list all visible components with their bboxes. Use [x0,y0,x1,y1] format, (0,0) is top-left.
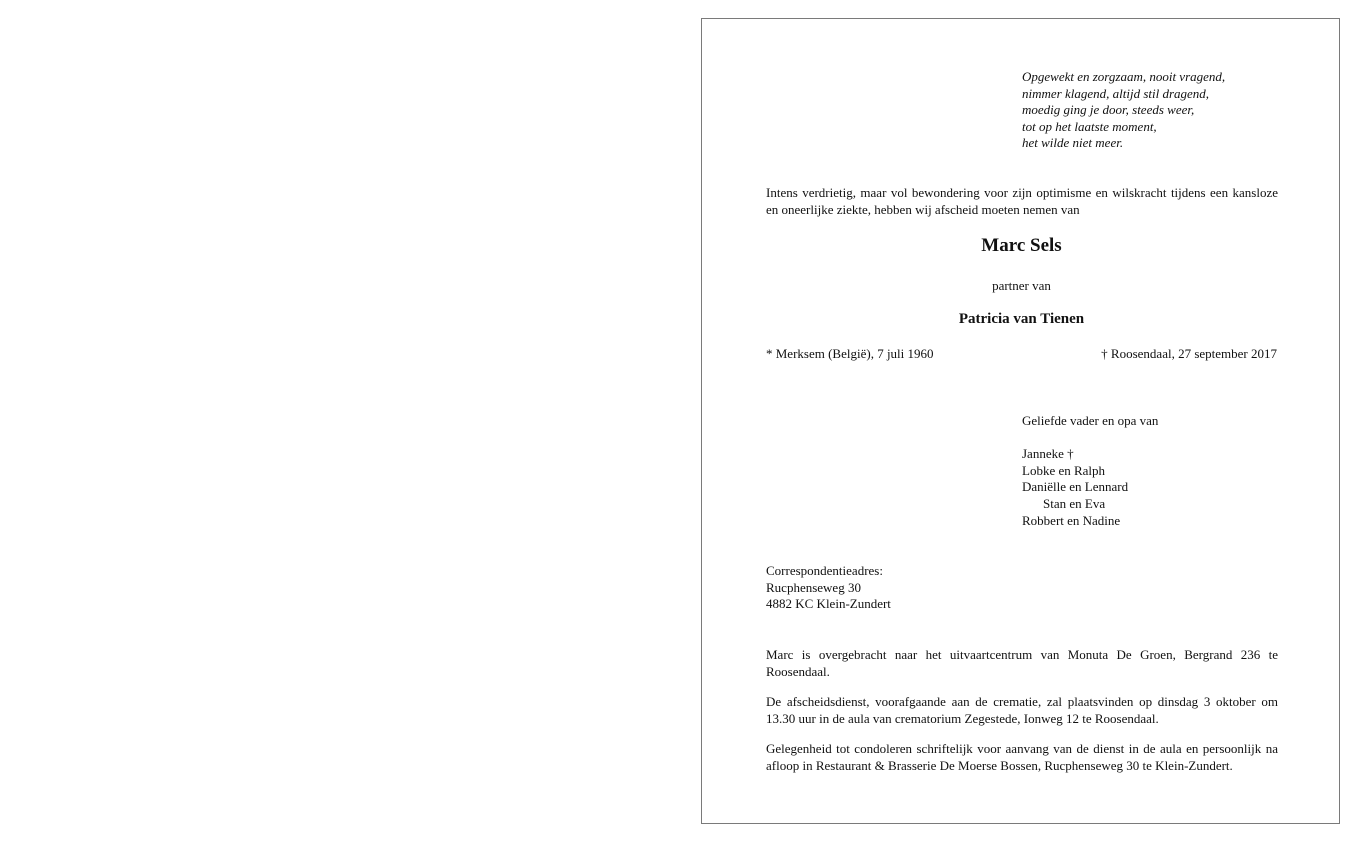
deceased-name: Marc Sels [981,235,1062,256]
birth-info: * Merksem (België), 7 juli 1960 [766,346,934,361]
family-member: Robbert en Nadine [1022,512,1121,528]
family-list [1022,413,1158,529]
family-member: Daniëlle en Lennard [1022,479,1129,495]
poem [1022,69,1225,152]
poem-line: moedig ging je door, steeds weer, [1022,102,1195,118]
family-heading: Geliefde vader en opa van [1022,413,1159,428]
correspondence-city: 4882 KC Klein-Zundert [766,596,891,612]
partner-name: Patricia van Tienen [958,311,1085,327]
partner-label: partner van [992,278,1051,293]
correspondence-street: Rucphenseweg 30 [766,579,861,595]
poem-line: het wilde niet meer. [1022,135,1124,151]
intro-text: Intens verdrietig, maar vol bewondering voor zijn optimisme en wilskracht tijdens een kansloze en oneerlijke ziekte, hebben wij afscheid moeten nemen van [766,185,1278,217]
paragraph-condolences: Gelegenheid tot condoleren schriftelijk voor aanvang van de dienst in de aula en persoonlijk na afloop in Restaurant & Brasserie De Moerse Bossen, Rucphenseweg 30 te Klein-Zundert. [766,741,1278,773]
family-member: Stan en Eva [1043,495,1106,511]
correspondence-address [766,563,891,613]
family-member: Lobke en Ralph [1022,462,1106,478]
death-info: † Roosendaal, 27 september 2017 [1101,346,1277,361]
poem-line: nimmer klagend, altijd stil dragend, [1022,85,1210,101]
poem-line: tot op het laatste moment, [1022,118,1157,134]
paragraph-service: De afscheidsdienst, voorafgaande aan de crematie, zal plaatsvinden op dinsdag 3 oktober om 13.30 uur in de aula van crematorium Zegestede, Ionweg 12 te Roosendaal. [766,694,1278,726]
obituary-card [701,18,1340,824]
poem-line: Opgewekt en zorgzaam, nooit vragend, [1022,69,1226,84]
family-member: Janneke † [1022,446,1074,462]
correspondence-label: Correspondentieadres: [766,563,883,578]
paragraph-transfer: Marc is overgebracht naar het uitvaartcentrum van Monuta De Groen, Bergrand 236 te Roosendaal. [766,647,1278,679]
